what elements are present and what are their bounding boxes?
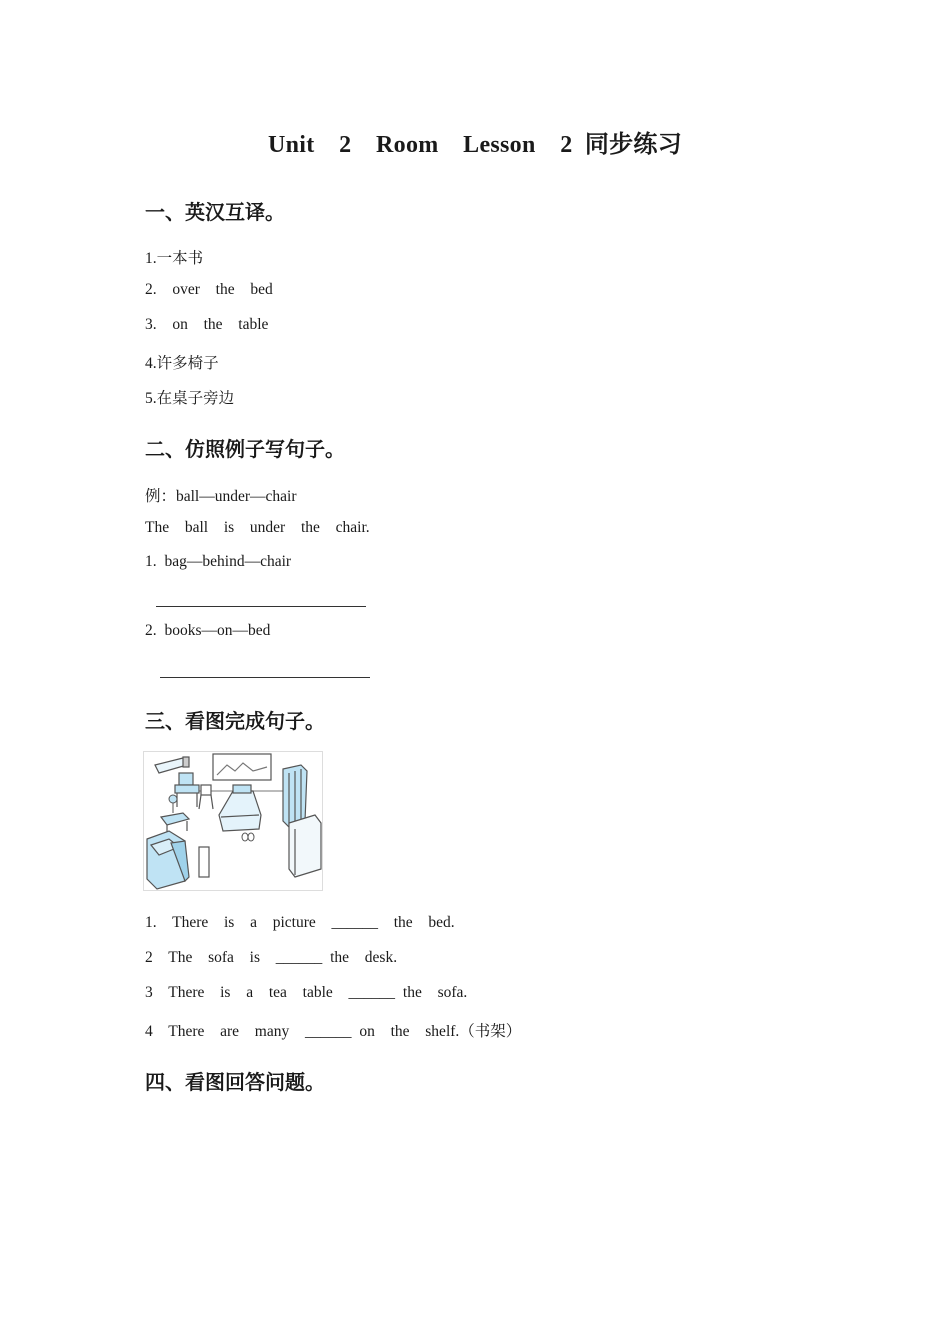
answer-blank-2[interactable] xyxy=(160,677,370,678)
section-3-item-3: 3 There is a tea table ______ the sofa. xyxy=(145,984,468,1001)
section-1-item-1: 1.一本书 xyxy=(145,250,204,267)
section-1-item-5: 5.在桌子旁边 xyxy=(145,390,235,407)
section-2-heading: 二、仿照例子写句子。 xyxy=(145,437,345,461)
section-3-item-1: 1. There is a picture ______ the bed. xyxy=(145,914,455,931)
section-2-item-1: 1. bag—behind—chair xyxy=(145,553,292,570)
bedroom-illustration-icon xyxy=(143,751,323,891)
section-4-heading: 四、看图回答问题。 xyxy=(145,1070,325,1094)
answer-blank-1[interactable] xyxy=(156,606,366,607)
page-title: Unit 2 Room Lesson 2 同步练习 xyxy=(267,132,683,158)
section-2-example-answer: The ball is under the chair. xyxy=(145,519,370,536)
section-1-item-2: 2. over the bed xyxy=(145,281,273,298)
section-2-item-2: 2. books—on—bed xyxy=(145,622,271,639)
section-3-heading: 三、看图完成句子。 xyxy=(145,709,325,733)
section-3-item-2: 2 The sofa is ______ the desk. xyxy=(145,949,398,966)
section-1-heading: 一、英汉互译。 xyxy=(145,200,285,224)
section-1-item-4: 4.许多椅子 xyxy=(145,355,219,372)
section-2-example-prompt: 例：ball—under—chair xyxy=(145,488,297,505)
section-3-item-4: 4 There are many ______ on the shelf.（书架） xyxy=(145,1023,522,1040)
section-1-item-3: 3. on the table xyxy=(145,316,269,333)
